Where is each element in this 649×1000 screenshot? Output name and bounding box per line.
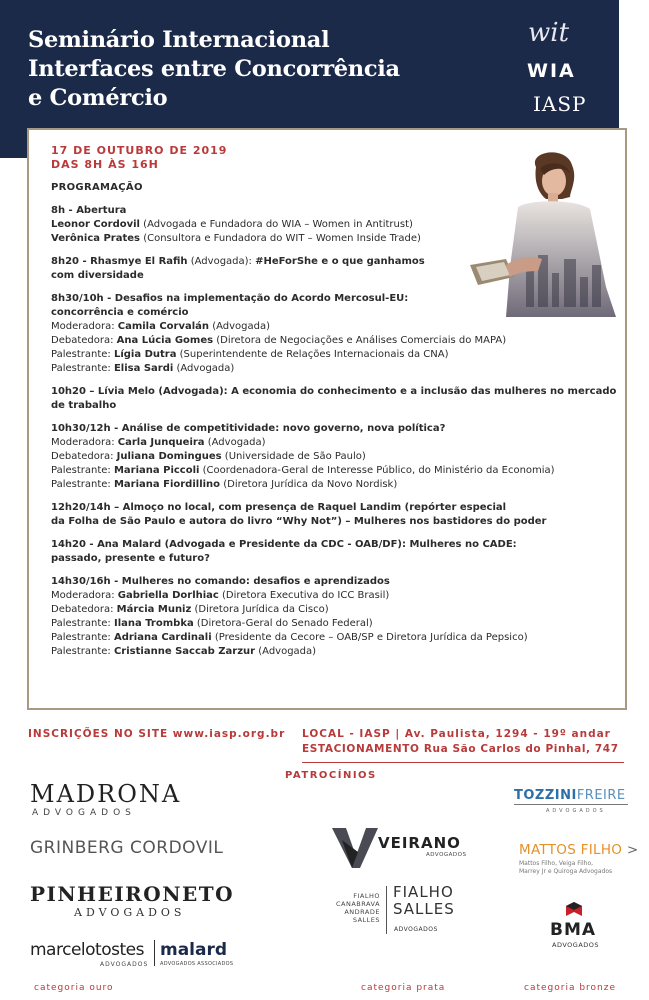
speaker-name: Leonor Cordovil xyxy=(51,219,140,230)
speaker-role: (Diretora Jurídica da Cisco) xyxy=(191,604,329,615)
speaker-function: Palestrante: xyxy=(51,618,114,629)
speaker-role: (Diretora de Negociações e Análises Comerciais do MAPA) xyxy=(213,335,507,346)
title-line: e Comércio xyxy=(28,85,168,111)
speaker-function: Palestrante: xyxy=(51,465,114,476)
title-line: Interfaces entre Concorrência xyxy=(28,56,400,82)
mattos-filho-sub-line: Marrey Jr e Quiroga Advogados xyxy=(519,867,613,875)
speaker-line xyxy=(51,617,591,631)
session-title: 14h30/16h - Mulheres no comando: desafios e aprendizados xyxy=(51,576,390,587)
speaker-line xyxy=(51,436,591,450)
parking-info: ESTACIONAMENTO Rua São Carlos do Pinhal, 747 xyxy=(302,743,619,755)
speaker-line xyxy=(51,631,591,645)
speaker-name: Juliana Domingues xyxy=(116,451,222,462)
session-title: concorrência e comércio xyxy=(51,307,189,318)
program-item xyxy=(51,501,591,529)
speaker-name: Adriana Cardinali xyxy=(113,632,212,643)
program-item xyxy=(51,538,591,566)
speaker-name: Cristianne Saccab Zarzur xyxy=(113,646,256,657)
session-title: passado, presente e futuro? xyxy=(51,553,210,564)
tozzini-freire-subtitle: ADVOGADOS xyxy=(546,808,606,814)
speaker-name: Verônica Prates xyxy=(51,233,141,244)
speaker-function: Palestrante: xyxy=(51,632,114,643)
veirano-logo: VEIRANO xyxy=(378,834,461,852)
divider xyxy=(514,804,628,805)
speaker-line xyxy=(51,232,591,246)
speaker-line xyxy=(51,478,591,492)
fialho-small-line: SALLES xyxy=(352,916,380,924)
chevron-right-icon: > xyxy=(626,842,639,858)
speaker-function: Palestrante: xyxy=(51,646,114,657)
tozzini-freire-logo xyxy=(514,788,626,803)
freire-text: FREIRE xyxy=(576,788,626,803)
malard-logo: malard xyxy=(160,940,228,960)
marcelo-tostes-logo: marcelotostes xyxy=(30,940,144,960)
speaker-line xyxy=(51,362,591,376)
speaker-name: Lígia Dutra xyxy=(113,349,177,360)
logo-separator xyxy=(386,886,387,934)
speaker-function: Moderadora: xyxy=(51,437,118,448)
fialho-salles-line: FIALHO xyxy=(393,883,454,901)
bma-mark-icon xyxy=(564,902,584,918)
session-line xyxy=(51,255,591,269)
registration-info: INSCRIÇÕES NO SITE www.iasp.org.br xyxy=(28,728,286,740)
wia-logo: WIA xyxy=(527,60,576,82)
session-title: de trabalho xyxy=(51,400,117,411)
wit-logo: wit xyxy=(528,18,570,48)
mattos-filho-text: MATTOS FILHO xyxy=(519,842,623,858)
session-title: 14h20 - Ana Malard (Advogada e Presidente da CDC - OAB/DF): Mulheres no CADE: xyxy=(51,539,517,550)
speaker-role: (Diretora-Geral do Senado Federal) xyxy=(193,618,373,629)
logo-separator xyxy=(154,940,155,966)
session-topic: #HeForShe e o que ganhamos xyxy=(255,256,425,267)
tozzini-text: TOZZINI xyxy=(514,788,577,803)
speaker-line xyxy=(51,218,591,232)
program-item xyxy=(51,422,591,492)
speaker-function: Debatedora: xyxy=(51,604,117,615)
sponsors-heading: PATROCÍNIOS xyxy=(285,770,377,781)
event-date: 17 DE OUTUBRO DE 2019 xyxy=(51,144,228,157)
mattos-filho-logo xyxy=(519,842,638,858)
speaker-role: (Consultora e Fundadora do WIT – Women Inside Trade) xyxy=(140,233,421,244)
speaker-line xyxy=(51,645,591,659)
category-silver-label: categoria prata xyxy=(361,983,446,993)
title-line: Seminário Internacional xyxy=(28,27,330,53)
malard-subtitle: ADVOGADOS ASSOCIADOS xyxy=(160,961,234,967)
event-hours: DAS 8H ÀS 16H xyxy=(51,158,159,171)
fialho-salles-line: SALLES xyxy=(393,900,455,918)
session-title: 12h20/14h – Almoço no local, com presença de Raquel Landim (repórter especial xyxy=(51,502,507,513)
program-item xyxy=(51,255,591,283)
speaker-role: (Advogada): xyxy=(187,256,256,267)
speaker-role: (Advogada) xyxy=(255,646,317,657)
fialho-small-line: FIALHO xyxy=(353,892,380,900)
speaker-role: (Presidente da Cecore – OAB/SP e Diretora Jurídica da Pepsico) xyxy=(211,632,528,643)
speaker-function: Palestrante: xyxy=(51,479,114,490)
speaker-function: Moderadora: xyxy=(51,590,118,601)
veirano-mark-icon xyxy=(332,826,378,870)
speaker-line xyxy=(51,603,591,617)
speaker-line xyxy=(51,320,591,334)
speaker-role: (Diretora Jurídica da Novo Nordisk) xyxy=(220,479,398,490)
speaker-line xyxy=(51,334,591,348)
speaker-function: Debatedora: xyxy=(51,451,117,462)
bma-logo: BMA xyxy=(550,920,597,940)
fialho-salles-subtitle: ADVOGADOS xyxy=(394,926,438,933)
speaker-role: (Superintendente de Relações Internacionais da CNA) xyxy=(176,349,449,360)
bma-subtitle: ADVOGADOS xyxy=(552,941,600,949)
speaker-name: Ana Lúcia Gomes xyxy=(116,335,214,346)
speaker-name: Mariana Fiordillino xyxy=(113,479,221,490)
pinheiro-neto-logo: PINHEIRONETO xyxy=(30,882,235,906)
speaker-role: (Advogada) xyxy=(209,321,271,332)
mattos-filho-sub-line: Mattos Filho, Veiga Filho, xyxy=(519,860,594,867)
speaker-name: Elisa Sardi xyxy=(113,363,174,374)
fialho-canabrava-text xyxy=(336,892,380,924)
speaker-role: (Advogada e Fundadora do WIA – Women in Antitrust) xyxy=(139,219,413,230)
grinberg-cordovil-logo: GRINBERG CORDOVIL xyxy=(30,838,224,858)
session-time-speaker: 8h20 - Rhasmye El Rafih xyxy=(51,256,188,267)
speaker-function: Palestrante: xyxy=(51,349,114,360)
program-item xyxy=(51,385,617,413)
speaker-function: Debatedora: xyxy=(51,335,117,346)
session-title: da Folha de São Paulo e autora do livro “Why Not”) – Mulheres nos bastidores do poder xyxy=(51,516,547,527)
speaker-function: Moderadora: xyxy=(51,321,118,332)
pinheiro-neto-subtitle: ADVOGADOS xyxy=(74,906,186,919)
speaker-name: Gabriella Dorlhiac xyxy=(117,590,219,601)
session-title: 8h30/10h - Desafios na implementação do Acordo Mercosul-EU: xyxy=(51,293,409,304)
fialho-salles-logo xyxy=(393,884,455,918)
madrona-subtitle: ADVOGADOS xyxy=(32,808,136,818)
program-item xyxy=(51,575,591,659)
session-title: 10h20 – Lívia Melo (Advogada): A economia do conhecimento e a inclusão das mulheres no mercado xyxy=(51,386,617,397)
location-info: LOCAL - IASP | Av. Paulista, 1294 - 19º andar xyxy=(302,728,611,740)
program-item xyxy=(51,204,591,246)
session-title: 8h - Abertura xyxy=(51,205,127,216)
speaker-line xyxy=(51,348,591,362)
speaker-line xyxy=(51,589,591,603)
category-gold-label: categoria ouro xyxy=(34,983,114,993)
mattos-filho-subtitle xyxy=(519,860,612,875)
marcelo-tostes-subtitle: ADVOGADOS xyxy=(100,961,149,968)
session-topic: com diversidade xyxy=(51,270,144,281)
speaker-role: (Universidade de São Paulo) xyxy=(221,451,366,462)
speaker-name: Márcia Muniz xyxy=(116,604,192,615)
program-item xyxy=(51,292,591,376)
speaker-role: (Coordenadora-Geral de Interesse Público, do Ministério da Economia) xyxy=(199,465,555,476)
fialho-small-line: ANDRADE xyxy=(344,908,380,916)
speaker-line xyxy=(51,450,591,464)
iasp-logo: IASP xyxy=(533,92,587,116)
program-content xyxy=(51,144,617,659)
divider xyxy=(302,762,624,763)
program-heading: PROGRAMAÇÃO xyxy=(51,182,143,193)
speaker-name: Carla Junqueira xyxy=(117,437,205,448)
speaker-name: Mariana Piccoli xyxy=(113,465,200,476)
speaker-function: Palestrante: xyxy=(51,363,114,374)
category-bronze-label: categoria bronze xyxy=(524,983,617,993)
speaker-role: (Diretora Executiva do ICC Brasil) xyxy=(218,590,390,601)
speaker-role: (Advogada) xyxy=(173,363,235,374)
event-title xyxy=(28,26,400,113)
speaker-role: (Advogada) xyxy=(204,437,266,448)
speaker-name: Ilana Trombka xyxy=(113,618,194,629)
veirano-subtitle: ADVOGADOS xyxy=(426,852,467,858)
speaker-line xyxy=(51,464,591,478)
speaker-name: Camila Corvalán xyxy=(117,321,210,332)
session-title: 10h30/12h - Análise de competitividade: novo governo, nova política? xyxy=(51,423,446,434)
fialho-small-line: CANABRAVA xyxy=(336,900,381,908)
madrona-logo: MADRONA xyxy=(30,780,182,808)
